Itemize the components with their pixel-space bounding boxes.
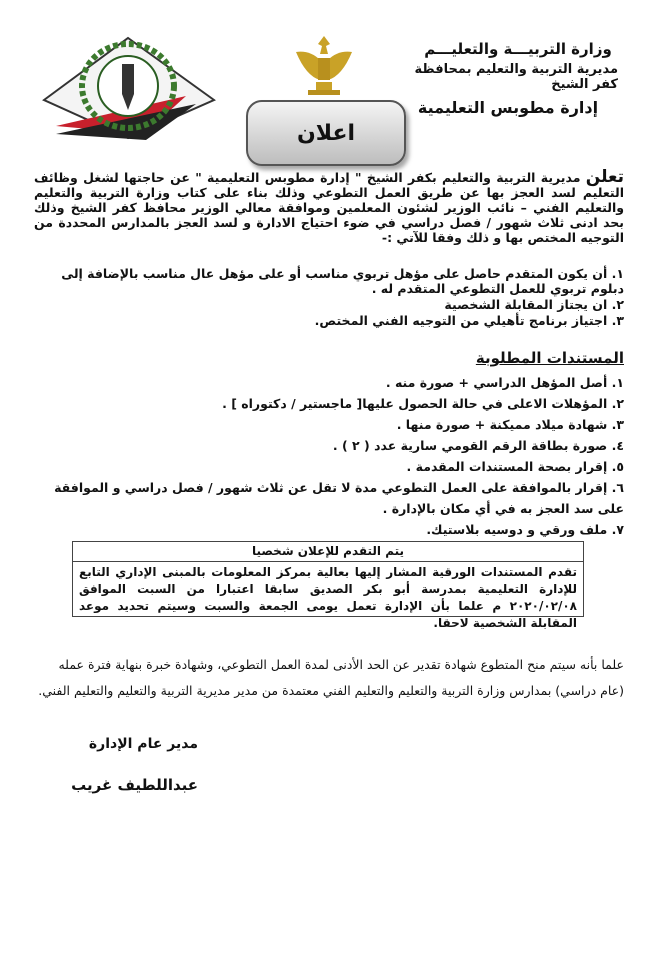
signature-name: عبداللطيف غريب — [71, 776, 198, 794]
documents-list — [34, 372, 624, 540]
closing-paragraph: علما بأنه سيتم منح المتطوع شهادة تقدير عن الحد الأدنى لمدة العمل التطوعي، وشهادة خبرة بنهاية فترة عمله (عام دراسي) بمدارس وزارة التربية والتعليم والتعليم الفني معتمدة من مدير مديرية التربية والتعليم والتعليم الفني. — [38, 657, 624, 698]
condition-item: ٣. اجتياز برنامج تأهيلي من التوجيه الفني المختص. — [314, 313, 624, 328]
header-block — [398, 40, 618, 117]
document-item: ٧. ملف ورقي و دوسيه بلاستيك. — [426, 522, 624, 537]
intro-paragraph — [34, 167, 624, 245]
conditions-list — [34, 266, 624, 329]
notice-box-text: تقدم المستندات الورقية المشار إليها بعالية بمركز المعلومات بالمبنى الإداري التابع للإدارة التعليمية بمدرسة أبو بكر الصديق سابقا اعتبارا من السبت الموافق ٢٠٢٠/٠٢/٠٨ م علما بأن الإدارة تعمل يومى الجمعة والسبت وسيتم تحديد موعد المقابلة الشخصية لاحقا. — [79, 565, 577, 630]
document-item: ٥. إقرار بصحة المستندات المقدمة . — [406, 459, 624, 474]
ministry-name: وزارة التربيـــة والتعليـــم — [424, 40, 612, 58]
document-item: ٤. صورة بطاقة الرقم القومي سارية عدد ( ٢ ) . — [332, 438, 624, 453]
document-item: ٦. إقرار بالموافقة على العمل التطوعي مدة لا تقل عن ثلاث شهور / فصل دراسي و الموافقة على سد العجز به في أي مكان بالإدارة . — [54, 480, 624, 516]
egypt-eagle-emblem — [290, 30, 358, 98]
documents-heading: المستندات المطلوبة — [475, 349, 624, 367]
condition-item: ١. أن يكون المتقدم حاصل على مؤهل تربوي مناسب أو على مؤهل عال مناسب بالإضافة إلى دبلوم تربوي للعمل التطوعي المتقدم له . — [61, 266, 624, 296]
document-item: ٢. المؤهلات الاعلى في حالة الحصول عليها[ ماجستير / دكتوراه ] . — [222, 396, 624, 411]
document-item: ١. أصل المؤهل الدراسي + صورة منه . — [385, 375, 624, 390]
document-item: ٣. شهادة ميلاد مميكنة + صورة منها . — [396, 417, 624, 432]
directorate-logo — [36, 30, 216, 142]
notice-box-title: يتم التقدم للإعلان شخصيا — [73, 542, 583, 562]
announcement-title: اعلان — [246, 100, 406, 166]
intro-lead-word: تعلن — [585, 167, 624, 187]
submission-notice-box — [72, 541, 584, 630]
directorate-name: مديرية التربية والتعليم بمحافظة كفر الشيخ — [414, 62, 618, 92]
intro-text: مديرية التربية والتعليم بكفر الشيخ " إدارة مطوبس التعليمية " عن حاجتها لشغل وظائف التعليم لسد العجز بها عن طريق العمل التطوعي وذلك بناء على كتاب وزارة التربية والتعليم والتعليم الفني – نائب الوزير لشئون المعلمين وموافقة معالي الوزير محافظ كفر الشيخ وذلك بحد ادنى ثلاث شهور / فصل دراسي في ضوء احتياج الادارة و لسد العجز بالمدارس المحددة من التوجيه المختص بها و ذلك وفقا للآتي :- — [34, 170, 624, 245]
signature-title: مدير عام الإدارة — [88, 736, 198, 752]
administration-name: إدارة مطوبس التعليمية — [417, 98, 599, 117]
condition-item: ٢. ان يجتاز المقابلة الشخصية — [444, 297, 624, 312]
